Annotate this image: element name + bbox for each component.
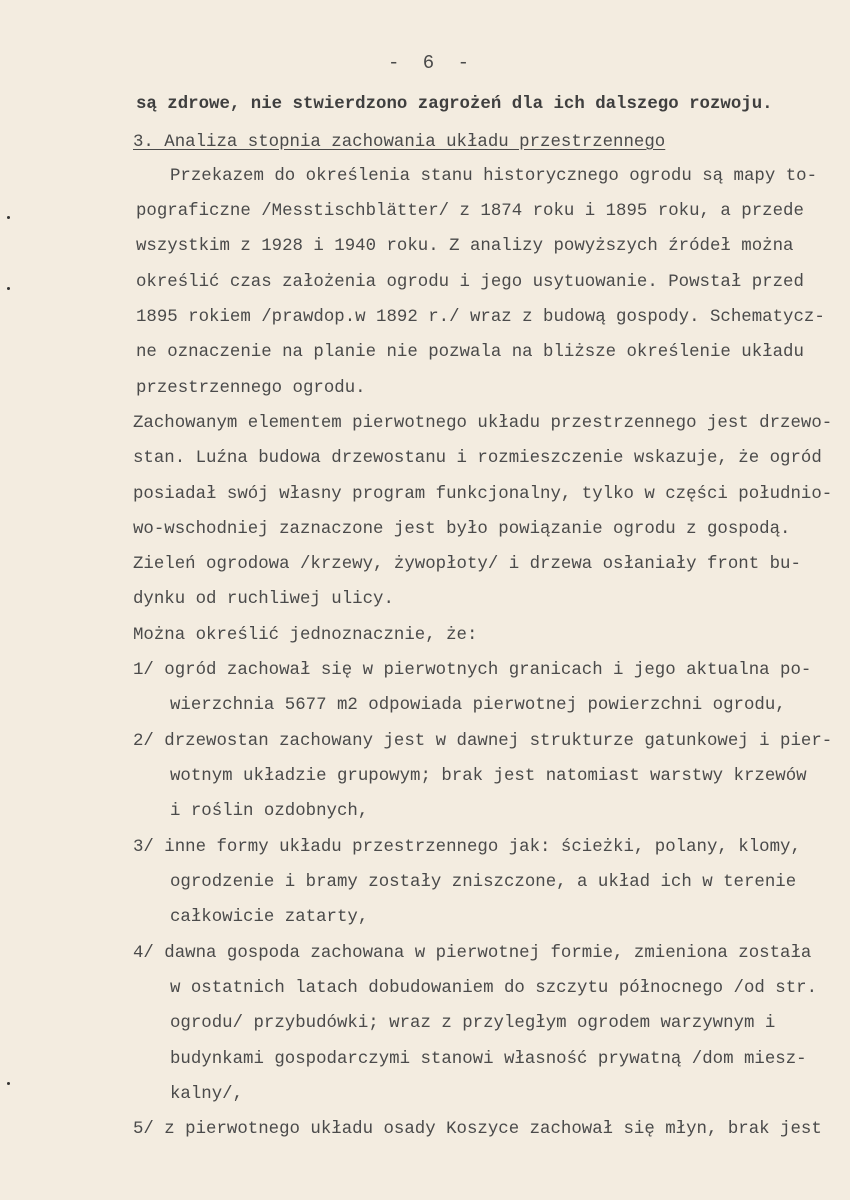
list-item-4-continuation: ogrodu/ przybudówki; wraz z przyległym ogrodem warzywnym i: [170, 1014, 776, 1033]
text-line: Przekazem do określenia stanu historycznego ogrodu są mapy to-: [170, 167, 818, 186]
text-line: pograficzne /Messtischblätter/ z 1874 roku i 1895 roku, a przede: [136, 202, 804, 221]
text-line: posiadał swój własny program funkcjonalny, tylko w części południo-: [133, 485, 833, 504]
list-item-2: 2/ drzewostan zachowany jest w dawnej strukturze gatunkowej i pier-: [133, 732, 833, 751]
text-line: określić czas założenia ogrodu i jego usytuowanie. Powstał przed: [136, 273, 804, 292]
list-item-1-continuation: wierzchnia 5677 m2 odpowiada pierwotnej powierzchni ogrodu,: [170, 696, 786, 715]
text-line: 1895 rokiem /prawdop.w 1892 r./ wraz z budową gospody. Schematycz-: [136, 308, 825, 327]
text-line: są zdrowe, nie stwierdzono zagrożeń dla ich dalszego rozwoju.: [136, 95, 773, 114]
text-line: wo-wschodniej zaznaczone jest było powiązanie ogrodu z gospodą.: [133, 520, 791, 539]
margin-dot: [7, 1082, 10, 1085]
list-item-3-continuation: ogrodzenie i bramy zostały zniszczone, a układ ich w terenie: [170, 873, 797, 892]
list-item-4-continuation: w ostatnich latach dobudowaniem do szczytu północnego /od str.: [170, 979, 818, 998]
text-line: dynku od ruchliwej ulicy.: [133, 590, 394, 609]
section-heading: 3. Analiza stopnia zachowania układu przestrzennego: [133, 133, 666, 152]
text-line: stan. Luźna budowa drzewostanu i rozmieszczenie wskazuje, że ogród: [133, 449, 822, 468]
list-item-2-continuation: i roślin ozdobnych,: [170, 802, 369, 821]
text-line: Można określić jednoznacznie, że:: [133, 626, 478, 645]
text-line: ne oznaczenie na planie nie pozwala na bliższe określenie układu: [136, 343, 804, 362]
list-item-4-continuation: budynkami gospodarczymi stanowi własność prywatną /dom miesz-: [170, 1050, 807, 1069]
margin-dot: [7, 216, 10, 219]
list-item-2-continuation: wotnym układzie grupowym; brak jest natomiast warstwy krzewów: [170, 767, 807, 786]
text-line: przestrzennego ogrodu.: [136, 379, 366, 398]
list-item-3: 3/ inne formy układu przestrzennego jak: ścieżki, polany, klomy,: [133, 838, 801, 857]
list-item-4-continuation: kalny/,: [170, 1085, 244, 1104]
text-line: Zieleń ogrodowa /krzewy, żywopłoty/ i drzewa osłaniały front bu-: [133, 555, 801, 574]
text-line: wszystkim z 1928 i 1940 roku. Z analizy powyższych źródeł można: [136, 237, 794, 256]
list-item-5: 5/ z pierwotnego układu osady Koszyce zachował się młyn, brak jest: [133, 1120, 822, 1139]
margin-dot: [7, 287, 10, 290]
list-item-1: 1/ ogród zachował się w pierwotnych granicach i jego aktualna po-: [133, 661, 812, 680]
list-item-4: 4/ dawna gospoda zachowana w pierwotnej formie, zmieniona została: [133, 944, 812, 963]
list-item-3-continuation: całkowicie zatarty,: [170, 908, 369, 927]
page-number: - 6 -: [388, 52, 476, 74]
text-line: Zachowanym elementem pierwotnego układu przestrzennego jest drzewo-: [133, 414, 833, 433]
